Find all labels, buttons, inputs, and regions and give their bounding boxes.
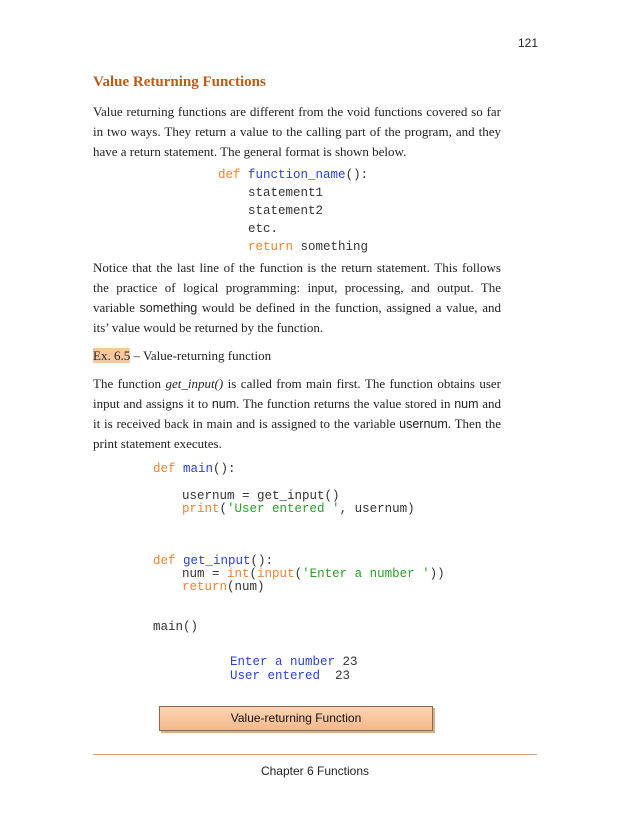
code-parens: ():: [213, 462, 236, 476]
code-print-string: 'User entered ': [227, 502, 340, 516]
format-return-line: [248, 240, 368, 254]
code-input-keyword: input: [257, 567, 295, 581]
format-statement1: statement1: [248, 186, 324, 200]
code-def-keyword: def: [153, 462, 176, 476]
example-func: get_input(): [165, 376, 224, 391]
example-num-2: num: [454, 397, 479, 411]
output-line-2: [230, 669, 350, 683]
code-assign-line: usernum = get_input(): [182, 489, 340, 503]
example-text-1: The function: [93, 376, 166, 391]
example-text-5: . Then the print statement executes.: [93, 416, 501, 451]
figure-caption: Value-returning Function: [159, 706, 433, 731]
format-statement2: statement2: [248, 204, 324, 218]
code-close: )): [429, 567, 445, 581]
page-number: 121: [517, 36, 538, 50]
footer-chapter: Chapter 6 Functions: [260, 764, 370, 778]
code-return-keyword: return: [182, 580, 228, 594]
example-usernum: usernum: [399, 417, 448, 431]
code-def-main: [153, 462, 236, 476]
code-paren-a: (: [249, 567, 258, 581]
example-paragraph: [93, 374, 501, 454]
code-int-keyword: int: [227, 567, 250, 581]
notice-paragraph: [93, 258, 501, 338]
code-getinput-name: get_input: [183, 554, 251, 568]
format-parens: ():: [345, 168, 369, 182]
format-line-def: [218, 168, 368, 182]
example-num: num: [211, 397, 237, 411]
format-etc: etc.: [248, 222, 279, 236]
code-print-keyword: print: [182, 502, 220, 516]
notice-text-2: would be defined in the function, assigned a value, and its’ value would be returned by the function.: [93, 300, 501, 335]
code-main-call: main(): [153, 620, 199, 634]
example-text-3: . The function returns the value stored in: [236, 396, 455, 411]
code-num-assign: num =: [182, 567, 228, 581]
code-num-line: [182, 567, 445, 581]
code-return-line: [182, 580, 265, 594]
output-line2-value: 23: [327, 669, 351, 683]
format-something: something: [300, 240, 369, 254]
code-print-open: (: [219, 502, 228, 516]
intro-paragraph: Value returning functions are different from the void functions covered so far in two ways. They return a value to the calling part of the program, and they have a return statement. The general format is shown below.: [93, 104, 501, 159]
notice-text-1: Notice that the last line of the function is the return statement. This follows the practice of logical programming: input, processing, and output. The variable: [93, 260, 501, 315]
code-main-name: main: [183, 462, 214, 476]
code-paren-b: (: [294, 567, 303, 581]
code-parens2: ():: [250, 554, 274, 568]
notice-var-something: something: [139, 301, 198, 315]
output-line1-value: 23: [335, 655, 358, 669]
example-text-4: and it is received back in main and is assigned to the variable: [93, 396, 501, 431]
def-keyword: def: [218, 168, 241, 182]
example-text-2: is called from main first. The function obtains user input and assigns it to: [93, 376, 501, 411]
output-line-1: [230, 655, 358, 669]
code-def2-keyword: def: [153, 554, 176, 568]
example-title: – Value-returning function: [130, 348, 272, 363]
section-title: Value Returning Functions: [93, 74, 266, 90]
return-keyword: return: [248, 240, 294, 254]
output-line1-label: Enter a number: [230, 655, 336, 669]
code-print-rest: , usernum): [339, 502, 415, 516]
code-def-getinput: [153, 554, 273, 568]
footer-divider: [93, 754, 537, 755]
code-input-string: 'Enter a number ': [302, 567, 430, 581]
code-print-line: [182, 502, 415, 516]
function-name: function_name: [248, 168, 346, 182]
example-heading: [93, 346, 501, 366]
example-label: Ex. 6.5: [93, 348, 131, 363]
output-line2-label: User entered: [230, 669, 328, 683]
code-return-rest: (num): [227, 580, 265, 594]
